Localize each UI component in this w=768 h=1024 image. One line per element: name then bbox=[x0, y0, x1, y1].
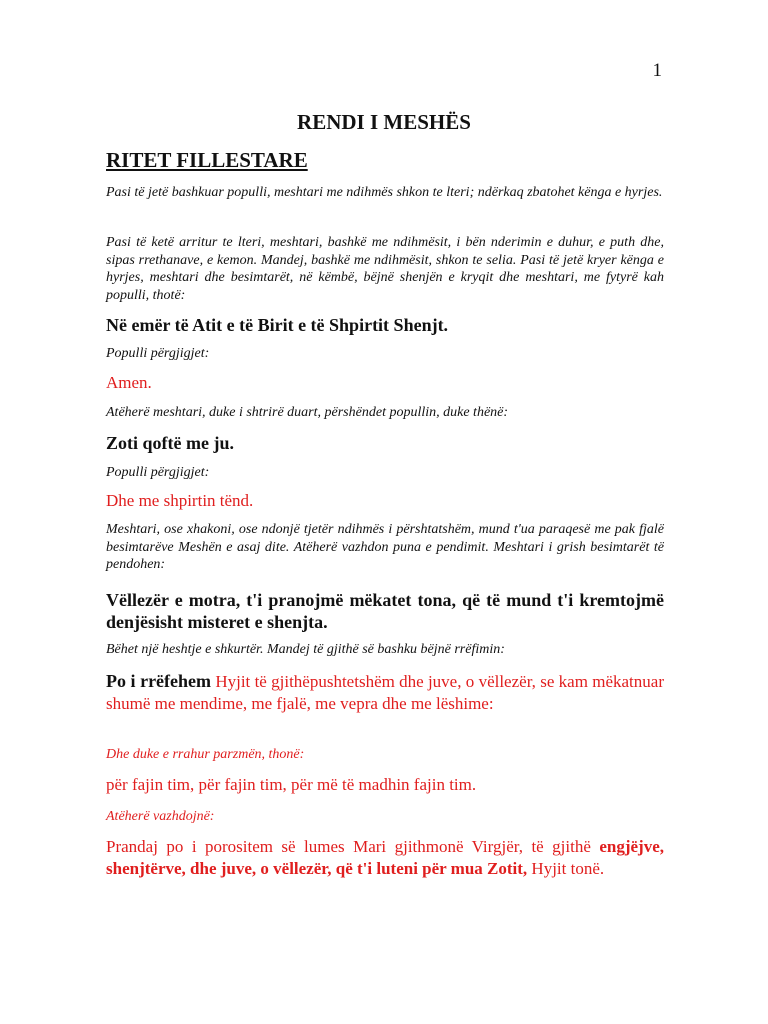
confiteor-paragraph bbox=[106, 670, 664, 715]
document-title: RENDI I MESHËS bbox=[297, 110, 471, 134]
rubric-response-2: Populli përgjigjet: bbox=[106, 465, 210, 480]
priest-greeting: Zoti qoftë me ju. bbox=[106, 433, 234, 453]
rubric-confession: Bëhet një heshtje e shkurtër. Mandej të gjithë së bashku bëjnë rrëfimin: bbox=[106, 642, 505, 657]
final-text-bold: engjëjve, shenjtërve, dhe juve, o vëllezër, që t'i luteni për mua Zotit, bbox=[106, 837, 664, 878]
rubric-altar: Pasi të ketë arritur te lteri, meshtari, bashkë me ndihmësit, i bën nderimin e duhur, e puth dhe, sipas rrethanave, e kemon. Mandej, bashkë me ndihmësit, shkon te selia. Pasi të jetë kryer kënga e hyrjes, meshtari dhe besimtarët, në këmbë, bëjnë shenjën e kryqit dhe meshtari, me fytyrë kah populli, thotë: bbox=[106, 235, 664, 303]
rubric-strike-breast: Dhe duke e rrahur parzmën, thonë: bbox=[106, 747, 305, 762]
confiteor-lead: Po i rrëfehem bbox=[106, 671, 212, 691]
rubric-response-1: Populli përgjigjet: bbox=[106, 346, 210, 361]
mea-culpa: për fajin tim, për fajin tim, për më të madhin fajin tim. bbox=[106, 775, 477, 794]
people-response: Dhe me shpirtin tënd. bbox=[106, 491, 254, 510]
priest-invitation: Vëllezër e motra, t'i pranojmë mëkatet tona, që të mund t'i kremtojmë denjësisht misteret e shenjta. bbox=[106, 590, 664, 632]
final-paragraph bbox=[106, 836, 664, 880]
rubric-entrance: Pasi të jetë bashkuar populli, meshtari me ndihmës shkon te lteri; ndërkaq zbatohet kënga e hyrjes. bbox=[106, 185, 663, 200]
rubric-continue: Atëherë vazhdojnë: bbox=[106, 809, 215, 824]
people-amen: Amen. bbox=[106, 373, 152, 392]
rubric-penitential: Meshtari, ose xhakoni, ose ndonjë tjetër ndihmës i përshtatshëm, mund t'ua paraqesë me pak fjalë besimtarëve Meshën e asaj dite. Atëherë vazhdon puna e pendimit. Meshtari i grish besimtarët të pendohen: bbox=[106, 522, 664, 572]
confiteor-text: Hyjit të gjithëpushtetshëm dhe juve, o vëllezër, se kam mëkatnuar shumë me mendime, me fjalë, me vepra dhe me lëshime: bbox=[106, 672, 664, 713]
final-text-2: Hyjit tonë. bbox=[527, 859, 605, 878]
rubric-greeting: Atëherë meshtari, duke i shtrirë duart, përshëndet popullin, duke thënë: bbox=[106, 405, 509, 420]
page-number: 1 bbox=[652, 60, 662, 81]
final-text-1: Prandaj po i porositem së lumes Mari gjithmonë Virgjër, të gjithë bbox=[106, 837, 600, 856]
section-heading: RITET FILLESTARE bbox=[106, 148, 308, 172]
priest-sign-of-cross: Në emër të Atit e të Birit e të Shpirtit Shenjt. bbox=[106, 315, 449, 335]
